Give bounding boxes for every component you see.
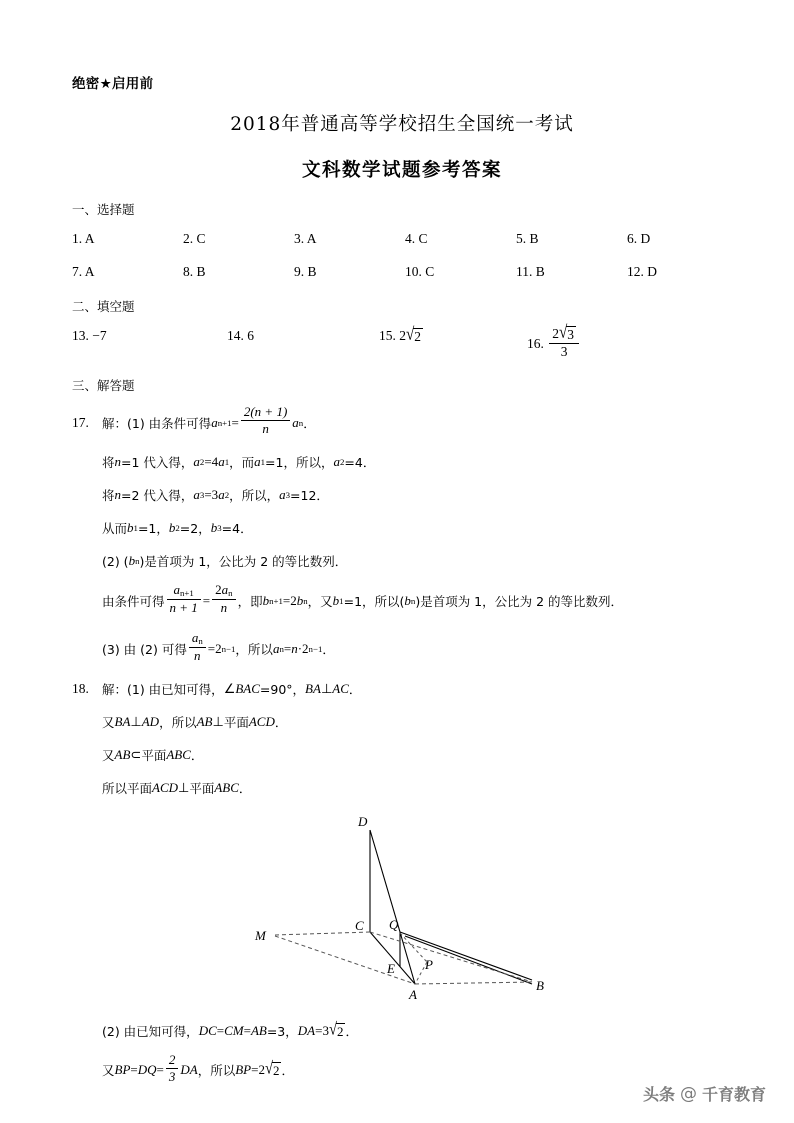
choice-answer-7 <box>72 264 183 280</box>
p17-l2-p6: =4． <box>344 455 376 471</box>
p17-l2-p2: =1 代入得， <box>121 455 194 471</box>
p17-l1-eq: = <box>231 414 239 430</box>
p17-l4-t3: b <box>210 520 218 536</box>
choice-value-4: C <box>418 231 428 246</box>
p18-l6-p2: ，所以 <box>197 1063 236 1079</box>
p18-l6-fraction <box>166 1053 179 1084</box>
problem-18-line-2 <box>72 713 732 731</box>
p17-l3-p2: =2 代入得， <box>121 488 194 504</box>
p17-l7-exponent2: n−1 <box>308 643 323 654</box>
p17-l5-t1sub: n <box>135 556 140 567</box>
p17-l3-p3: =3 <box>204 487 219 503</box>
p17-l2-t1sub: 2 <box>199 457 205 468</box>
choice-answer-12 <box>627 264 738 280</box>
p17-l2-t2: a <box>218 454 225 470</box>
blank-16-radicand: 3 <box>567 327 575 343</box>
p17-l2-p3: =4 <box>204 454 219 470</box>
page-content <box>72 72 732 1101</box>
p17-l3-v1: n <box>114 487 122 503</box>
p17-l2-t4sub: 2 <box>339 457 345 468</box>
fraction-numerator <box>549 323 579 344</box>
p17-l3-t2: a <box>218 487 225 503</box>
edge-Q-A <box>400 932 415 984</box>
p17-l2-p4: ，而 <box>229 455 255 471</box>
p17-l2-v1: n <box>114 454 122 470</box>
blank-value-14: 6 <box>247 328 254 343</box>
p18-l1-p2: ． <box>348 682 362 697</box>
choice-answer-5 <box>516 231 627 247</box>
p17-l5-t1: b <box>128 553 136 569</box>
sqrt-icon <box>264 1059 281 1079</box>
p18-l6-t2: DQ <box>137 1062 157 1078</box>
p18-l6-coeff: 2 <box>258 1062 265 1078</box>
choice-value-3: A <box>306 231 317 246</box>
figure-label-D: D <box>358 814 368 829</box>
p17-l4-t1: b <box>127 520 134 536</box>
p17-l7-f-num-var: a <box>191 629 199 645</box>
p18-l5-p4: =3， <box>266 1024 298 1039</box>
p17-l3-p1: 将 <box>102 488 115 504</box>
watermark-brand: 头条 <box>642 1085 675 1104</box>
p17-l1-rhs-var: a <box>292 414 299 430</box>
p18-l2-t1: BA <box>114 714 131 729</box>
choice-value-8: B <box>196 264 206 279</box>
p17-l1-fraction <box>241 405 290 436</box>
p17-l6-fraction-2 <box>212 583 235 615</box>
p18-l1-p1: =90°， <box>259 682 306 697</box>
blank-value-13: −7 <box>92 328 107 343</box>
radical-sign: √ <box>264 1059 273 1079</box>
tetrahedron-figure <box>237 812 567 1012</box>
p18-l3-p2: 平面 <box>141 748 167 763</box>
choice-value-11: B <box>535 264 545 279</box>
p17-l3-t1: a <box>193 487 200 503</box>
fraction-numerator: 2 <box>166 1053 179 1069</box>
subset-icon: ⊂ <box>130 747 142 762</box>
p17-l3-t3: a <box>279 487 286 503</box>
p17-l6-t3sub: 1 <box>339 596 344 607</box>
p18-l1-t1: BAC <box>235 681 260 696</box>
blank-number-15: 15. <box>379 328 396 343</box>
p17-l7-fraction <box>189 631 206 663</box>
p17-l6-mid: ，即 <box>237 594 263 610</box>
p18-l5-p2: = <box>216 1023 225 1038</box>
fraction-numerator <box>212 583 235 600</box>
p17-l1-lhs-sub: n+1 <box>217 417 232 428</box>
p17-l6-f1-num-sub: n+1 <box>180 588 194 599</box>
p17-l4-p3: =2， <box>179 521 211 537</box>
choice-value-6: D <box>640 231 651 246</box>
radical-sign: √ <box>328 1020 337 1040</box>
p17-l7-p5: ． <box>322 641 335 657</box>
blank-15-radicand: 2 <box>414 329 422 345</box>
p17-l7-t2: n <box>291 640 298 656</box>
p17-l4-t2: b <box>168 520 176 536</box>
p18-l5-radicand: 2 <box>336 1023 344 1039</box>
p17-l2-t3: a <box>254 454 261 470</box>
p17-l7-base: 2 <box>215 640 222 656</box>
p17-l5-p1: (2) ( <box>102 553 129 569</box>
choice-answer-10 <box>405 264 516 280</box>
p17-l3-t3sub: 3 <box>285 490 291 501</box>
secret-label: 绝密★启用前 <box>72 76 154 92</box>
p17-l7-p4: · <box>297 640 303 656</box>
figure-label-Q: Q <box>389 917 399 932</box>
p18-l4-p3: ． <box>238 781 252 796</box>
choice-number-8: 8. <box>183 264 194 279</box>
p18-l6-t1: BP <box>114 1062 131 1078</box>
problem-17-line-2 <box>72 453 732 471</box>
choice-value-12: D <box>647 264 657 279</box>
choice-number-11: 11. <box>516 264 533 279</box>
p17-l1-lead: 解：(1) 由条件可得 <box>102 415 212 431</box>
blank-16-fraction <box>549 323 579 360</box>
problem-18-line-5 <box>72 1022 732 1040</box>
p18-l4-p2: 平面 <box>189 781 215 796</box>
choice-number-3: 3. <box>294 231 305 246</box>
p18-l3-p1: 又 <box>102 748 115 763</box>
p17-l5-p2: )是首项为 1，公比为 2 的等比数列． <box>139 554 348 570</box>
blank-number-16: 16. <box>527 336 544 352</box>
p17-l6-t4sub: n <box>410 596 416 607</box>
fraction-numerator: 2(n + 1) <box>241 405 290 421</box>
sqrt-icon <box>328 1020 345 1040</box>
perpendicular-icon: ⊥ <box>320 681 333 696</box>
p17-l4-p2: =1， <box>137 521 169 537</box>
p18-l4-t2: ABC <box>214 780 239 795</box>
p17-l6-f2-num-sub: n <box>228 588 233 599</box>
blank-answer-14 <box>227 328 379 362</box>
p17-l7-t1sub: n <box>279 643 284 654</box>
fraction-numerator <box>189 631 206 648</box>
choice-answer-4 <box>405 231 516 247</box>
p17-l2-t4: a <box>333 454 340 470</box>
p17-l3-t2sub: 2 <box>224 490 230 501</box>
edge-A-B <box>415 982 532 984</box>
p17-l6-t2sub: n <box>303 596 308 607</box>
p17-l6-fraction-1 <box>167 583 201 615</box>
blank-answer-13 <box>72 328 227 362</box>
p18-l5-t4: DA <box>297 1023 316 1038</box>
choice-number-5: 5. <box>516 231 527 246</box>
p17-l7-p1: (3) 由 (2) 可得 <box>102 641 187 657</box>
choice-answer-1 <box>72 231 183 247</box>
p17-l1-lhs-var: a <box>211 414 218 430</box>
fraction-denominator: n <box>220 600 228 616</box>
choice-number-9: 9. <box>294 264 305 279</box>
problem-18-line-4 <box>72 779 732 797</box>
p18-l4-t1: ACD <box>152 780 179 795</box>
p18-l2-p3: 平面 <box>223 715 249 730</box>
p18-l6-radicand: 2 <box>272 1063 280 1079</box>
p18-l6-p3: ． <box>281 1063 294 1079</box>
p18-l1-t2: BA <box>305 681 321 696</box>
blank-number-14: 14. <box>227 328 244 343</box>
sqrt-icon <box>559 323 576 343</box>
p17-l4-p1: 从而 <box>102 521 128 537</box>
p17-l1-rhs-sub: n <box>298 417 304 428</box>
p17-l7-p2: ，所以 <box>235 641 273 657</box>
p17-l6-p2: ，又 <box>307 594 333 610</box>
choice-number-7: 7. <box>72 264 83 279</box>
p17-l6-lead: 由条件可得 <box>102 594 165 610</box>
problem-17-line-7 <box>72 629 732 665</box>
p18-l5-t1: DC <box>198 1023 217 1038</box>
p17-l7-base2: 2 <box>302 640 309 656</box>
problem-18-line-1 <box>72 680 732 698</box>
geometry-figure-container <box>72 812 732 1012</box>
p17-l6-f2-coeff: 2 <box>215 582 222 598</box>
p18-l6-p1: 又 <box>102 1063 115 1079</box>
p17-l3-t1sub: 3 <box>199 490 205 501</box>
p18-l6-eq1: = <box>130 1062 138 1078</box>
p17-l4-p4: =4． <box>221 521 253 537</box>
p17-l6-p1: =2 <box>282 593 297 609</box>
p17-l1-period: ． <box>303 415 316 431</box>
sqrt-icon <box>406 325 423 345</box>
problem-18-number: 18. <box>72 681 89 696</box>
choice-answer-2 <box>183 231 294 247</box>
figure-label-E: E <box>387 961 395 976</box>
p17-l6-t1sub: n+1 <box>269 596 283 607</box>
figure-label-P: P <box>425 957 433 972</box>
choice-answer-9 <box>294 264 405 280</box>
p17-l4-t2sub: 2 <box>175 523 180 534</box>
p17-l6-p4: )是首项为 1，公比为 2 的等比数列． <box>415 594 624 610</box>
p18-l2-p4: ． <box>274 715 288 730</box>
p17-l6-p3: =1，所以( <box>343 594 405 610</box>
choice-value-10: C <box>425 264 435 279</box>
problem-17-line-3 <box>72 486 732 504</box>
perpendicular-icon: ⊥ <box>212 714 224 729</box>
p18-l3-p3: ． <box>190 748 204 763</box>
p17-l2-t3sub: 1 <box>260 457 266 468</box>
p18-l1-t3: AC <box>332 681 349 696</box>
choice-value-2: C <box>196 231 206 246</box>
perpendicular-icon: ⊥ <box>178 780 190 795</box>
radical-sign: √ <box>406 325 415 345</box>
choice-answer-3 <box>294 231 405 247</box>
p18-l6-t3: DA <box>180 1062 198 1078</box>
at-icon: @ <box>679 1083 697 1104</box>
p17-l6-eq: = <box>202 593 211 609</box>
p17-l7-f-num-sub: n <box>198 635 203 646</box>
choice-value-1: A <box>84 231 95 246</box>
problem-17-line-5 <box>72 552 732 570</box>
choice-number-4: 4. <box>405 231 416 246</box>
p18-l5-t2: CM <box>224 1023 244 1038</box>
figure-label-M: M <box>255 928 266 943</box>
fraction-denominator: n + 1 <box>169 600 198 616</box>
fraction-denominator: n <box>194 647 201 663</box>
p17-l2-p1: 将 <box>102 455 115 471</box>
p18-l5-t3: AB <box>250 1023 267 1038</box>
choice-number-1: 1. <box>72 231 83 246</box>
choice-number-12: 12. <box>627 264 644 279</box>
problem-18-line-6 <box>72 1052 732 1086</box>
p18-l3-t1: AB <box>114 747 131 762</box>
blank-15-coefficient: 2 <box>399 328 406 343</box>
p17-l6-f1-num-var: a <box>173 582 180 598</box>
blank-answer-16 <box>527 323 675 362</box>
radical-sign: √ <box>559 323 568 343</box>
p18-l6-eq2: = <box>156 1062 164 1078</box>
fraction-numerator <box>167 583 201 600</box>
fraction-denominator: 3 <box>168 1068 176 1084</box>
p17-l3-p5: =12． <box>290 488 329 504</box>
p18-l2-p2: ，所以 <box>159 715 197 730</box>
p18-l1-lead: 解：(1) 由已知可得， <box>102 682 224 697</box>
p17-l7-eq: = <box>207 640 216 656</box>
p18-l2-t3: AB <box>196 714 213 729</box>
p18-l5-p6: ． <box>345 1024 358 1039</box>
solutions-body <box>72 404 732 1086</box>
p18-l5-p1: (2) 由已知可得， <box>102 1024 199 1039</box>
p17-l7-exponent: n−1 <box>221 643 236 654</box>
choice-answer-row-1 <box>72 231 732 247</box>
p17-l3-p4: ，所以， <box>229 488 280 504</box>
figure-label-B: B <box>536 978 544 993</box>
fraction-denominator: n <box>262 420 269 436</box>
edge-Q-B <box>400 932 532 980</box>
p18-l5-p3: = <box>243 1023 251 1038</box>
section-heading-solution: 三、解答题 <box>72 378 135 394</box>
p17-l6-t3: b <box>332 593 340 609</box>
choice-answer-8 <box>183 264 294 280</box>
p17-l6-t2: b <box>296 593 304 609</box>
problem-17-line-6 <box>72 582 732 617</box>
p18-l5-p5: =3 <box>315 1023 329 1038</box>
p17-l4-t3sub: 3 <box>217 523 222 534</box>
figure-label-C: C <box>355 918 364 933</box>
problem-17-line-1 <box>72 404 732 438</box>
p18-l6-t4: BP <box>235 1062 252 1078</box>
choice-answer-6 <box>627 231 738 247</box>
choice-value-9: B <box>307 264 317 279</box>
blank-number-13: 13. <box>72 328 89 343</box>
problem-17-line-4 <box>72 519 732 537</box>
p18-l2-t2: AD <box>141 714 160 729</box>
p17-l6-t1: b <box>262 593 270 609</box>
p17-l2-t1: a <box>193 454 200 470</box>
angle-icon: ∠ <box>223 681 236 696</box>
p17-l6-f2-num-var: a <box>221 582 229 598</box>
watermark <box>643 1082 766 1105</box>
p17-l4-t1sub: 1 <box>133 523 138 534</box>
p18-l2-t4: ACD <box>248 714 275 729</box>
perpendicular-icon: ⊥ <box>130 714 142 729</box>
p17-l7-p3: = <box>283 640 292 656</box>
edge-C-A <box>370 932 415 984</box>
choice-number-6: 6. <box>627 231 638 246</box>
choice-number-2: 2. <box>183 231 194 246</box>
p18-l4-p1: 所以平面 <box>102 781 153 796</box>
blank-answer-15 <box>379 325 527 362</box>
p17-l6-t4: b <box>404 593 411 609</box>
section-heading-blank: 二、填空题 <box>72 299 135 314</box>
choice-answer-row-2 <box>72 264 732 280</box>
p18-l2-p1: 又 <box>102 715 115 730</box>
section-heading-choice: 一、选择题 <box>72 202 135 217</box>
choice-value-5: B <box>529 231 539 246</box>
document-title: 2018年普通高等学校招生全国统一考试 <box>230 114 574 135</box>
fraction-denominator: 3 <box>560 344 568 360</box>
problem-17-number: 17. <box>72 414 89 430</box>
blank-16-num-coefficient: 2 <box>552 325 559 341</box>
p17-l2-t2sub: 1 <box>224 457 230 468</box>
choice-number-10: 10. <box>405 264 422 279</box>
figure-label-A: A <box>409 987 417 1002</box>
choice-value-7: A <box>84 264 95 279</box>
choice-answer-11 <box>516 264 627 280</box>
p17-l2-p5: =1，所以， <box>265 455 334 471</box>
blank-answer-row <box>72 323 732 362</box>
p18-l3-t2: ABC <box>166 747 191 762</box>
document-subtitle: 文科数学试题参考答案 <box>301 160 502 181</box>
p18-l6-eq3: = <box>251 1062 259 1078</box>
problem-18-line-3 <box>72 746 732 764</box>
p17-l7-t1: a <box>272 640 280 656</box>
watermark-account: 千育教育 <box>701 1085 766 1104</box>
